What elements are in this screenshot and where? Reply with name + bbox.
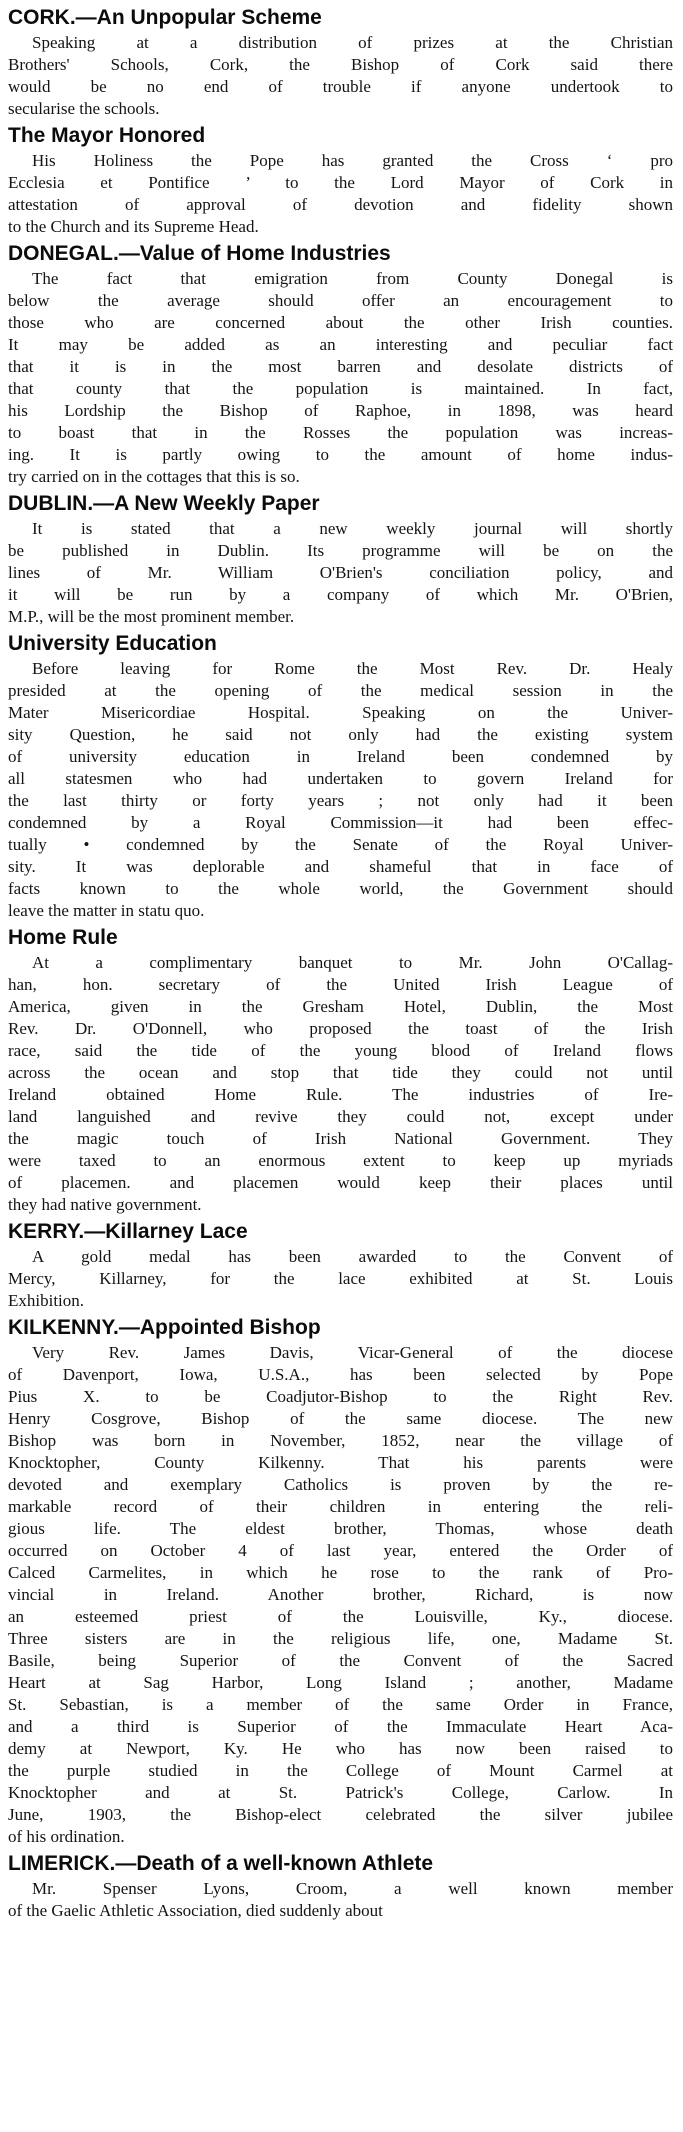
text-line: han, hon. secretary of the United Irish League of — [8, 975, 673, 994]
article-body — [8, 268, 673, 488]
article — [8, 1218, 673, 1312]
text-line: secularise the schools. — [8, 99, 160, 118]
text-line: condemned by a Royal Commission—it had been effec- — [8, 813, 673, 832]
text-line: of placemen. and placemen would keep their places until — [8, 1173, 673, 1192]
article-body — [8, 1246, 673, 1312]
text-line: of university education in Ireland been condemned by — [8, 747, 673, 766]
article-headline: DONEGAL.—Value of Home Industries — [8, 242, 391, 265]
article-headline: KILKENNY.—Appointed Bishop — [8, 1316, 321, 1339]
text-line: June, 1903, the Bishop-elect celebrated the silver jubilee — [8, 1805, 673, 1824]
text-line: sity. It was deplorable and shameful that in face of — [8, 857, 673, 876]
article — [8, 924, 673, 1216]
text-line: M.P., will be the most prominent member. — [8, 607, 295, 626]
text-line: to boast that in the Rosses the population was increas- — [8, 423, 673, 442]
text-line: to the Church and its Supreme Head. — [8, 217, 259, 236]
article-headline: The Mayor Honored — [8, 124, 206, 147]
text-line: of Davenport, Iowa, U.S.A., has been selected by Pope — [8, 1365, 673, 1384]
text-line: were taxed to an enormous extent to keep up myriads — [8, 1151, 673, 1170]
text-line: Knocktopher, County Kilkenny. That his parents were — [8, 1453, 673, 1472]
text-line: it will be run by a company of which Mr. O'Brien, — [8, 585, 673, 604]
text-line: the purple studied in the College of Mount Carmel at — [8, 1761, 673, 1780]
text-line: below the average should offer an encouragement to — [8, 291, 673, 310]
text-line: of the Gaelic Athletic Association, died suddenly about — [8, 1901, 383, 1920]
text-line: Basile, being Superior of the Convent of the Sacred — [8, 1651, 673, 1670]
text-line: At a complimentary banquet to Mr. John O'Callag- — [32, 953, 673, 972]
text-line: It may be added as an interesting and peculiar fact — [8, 335, 673, 354]
text-line: tually • condemned by the Senate of the Royal Univer- — [8, 835, 673, 854]
text-line: across the ocean and stop that tide they could not until — [8, 1063, 673, 1082]
text-line: Henry Cosgrove, Bishop of the same diocese. The new — [8, 1409, 673, 1428]
article-headline: CORK.—An Unpopular Scheme — [8, 6, 322, 29]
article — [8, 4, 673, 120]
text-line: Three sisters are in the religious life, one, Madame St. — [8, 1629, 673, 1648]
text-line: It is stated that a new weekly journal will shortly — [32, 519, 673, 538]
text-line: Ireland obtained Home Rule. The industries of Ire- — [8, 1085, 673, 1104]
article — [8, 1850, 673, 1922]
article-body — [8, 658, 673, 922]
article — [8, 240, 673, 488]
text-line: Speaking at a distribution of prizes at the Christian — [32, 33, 673, 52]
text-line: His Holiness the Pope has granted the Cross ‘ pro — [32, 151, 673, 170]
text-line: leave the matter in statu quo. — [8, 901, 205, 920]
article-body — [8, 952, 673, 1216]
text-line: those who are concerned about the other Irish counties. — [8, 313, 673, 332]
text-line: Mater Misericordiae Hospital. Speaking on the Univer- — [8, 703, 673, 722]
text-line: be published in Dublin. Its programme will be on the — [8, 541, 673, 560]
text-line: presided at the opening of the medical session in the — [8, 681, 673, 700]
article-headline: Home Rule — [8, 926, 118, 949]
article-body — [8, 1878, 673, 1922]
article-body — [8, 150, 673, 238]
article — [8, 630, 673, 922]
text-line: would be no end of trouble if anyone undertook to — [8, 77, 673, 96]
text-line: demy at Newport, Ky. He who has now been raised to — [8, 1739, 673, 1758]
text-line: Mercy, Killarney, for the lace exhibited at St. Louis — [8, 1269, 673, 1288]
text-line: they had native government. — [8, 1195, 202, 1214]
text-line: Calced Carmelites, in which he rose to the rank of Pro- — [8, 1563, 673, 1582]
text-line: that county that the population is maintained. In fact, — [8, 379, 673, 398]
text-line: devoted and exemplary Catholics is proven by the re- — [8, 1475, 673, 1494]
text-line: race, said the tide of the young blood of Ireland flows — [8, 1041, 673, 1060]
text-line: Exhibition. — [8, 1291, 85, 1310]
article-headline: University Education — [8, 632, 217, 655]
article — [8, 490, 673, 628]
text-line: Rev. Dr. O'Donnell, who proposed the toast of the Irish — [8, 1019, 673, 1038]
text-line: all statesmen who had undertaken to govern Ireland for — [8, 769, 673, 788]
text-line: ing. It is partly owing to the amount of home indus- — [8, 445, 673, 464]
text-line: Brothers' Schools, Cork, the Bishop of Cork said there — [8, 55, 673, 74]
text-line: and a third is Superior of the Immaculate Heart Aca- — [8, 1717, 673, 1736]
text-line: try carried on in the cottages that this is so. — [8, 467, 300, 486]
text-line: Mr. Spenser Lyons, Croom, a well known member — [32, 1879, 673, 1898]
text-line: Before leaving for Rome the Most Rev. Dr. Healy — [32, 659, 673, 678]
text-line: vincial in Ireland. Another brother, Richard, is now — [8, 1585, 673, 1604]
text-line: sity Question, he said not only had the existing system — [8, 725, 673, 744]
text-line: Ecclesia et Pontifice ’ to the Lord Mayor of Cork in — [8, 173, 673, 192]
text-line: the magic touch of Irish National Government. They — [8, 1129, 673, 1148]
article-headline: LIMERICK.—Death of a well-known Athlete — [8, 1852, 434, 1875]
article — [8, 1314, 673, 1848]
text-line: Heart at Sag Harbor, Long Island ; another, Madame — [8, 1673, 673, 1692]
text-line: gious life. The eldest brother, Thomas, whose death — [8, 1519, 673, 1538]
text-line: A gold medal has been awarded to the Convent of — [32, 1247, 673, 1266]
text-line: America, given in the Gresham Hotel, Dublin, the Most — [8, 997, 673, 1016]
text-line: facts known to the whole world, the Government should — [8, 879, 673, 898]
text-line: Knocktopher and at St. Patrick's College, Carlow. In — [8, 1783, 673, 1802]
text-line: attestation of approval of devotion and fidelity shown — [8, 195, 673, 214]
article — [8, 122, 673, 238]
text-line: his Lordship the Bishop of Raphoe, in 1898, was heard — [8, 401, 673, 420]
text-line: lines of Mr. William O'Brien's conciliation policy, and — [8, 563, 673, 582]
article-body — [8, 518, 673, 628]
text-line: Very Rev. James Davis, Vicar-General of the diocese — [32, 1343, 673, 1362]
text-line: St. Sebastian, is a member of the same Order in France, — [8, 1695, 673, 1714]
text-line: occurred on October 4 of last year, entered the Order of — [8, 1541, 673, 1560]
text-line: Pius X. to be Coadjutor-Bishop to the Right Rev. — [8, 1387, 673, 1406]
text-line: markable record of their children in entering the reli- — [8, 1497, 673, 1516]
text-line: the last thirty or forty years ; not only had it been — [8, 791, 673, 810]
text-line: that it is in the most barren and desolate districts of — [8, 357, 673, 376]
text-line: The fact that emigration from County Donegal is — [32, 269, 673, 288]
text-line: land languished and revive they could not, except under — [8, 1107, 673, 1126]
text-line: Bishop was born in November, 1852, near the village of — [8, 1431, 673, 1450]
article-headline: DUBLIN.—A New Weekly Paper — [8, 492, 320, 515]
text-line: of his ordination. — [8, 1827, 125, 1846]
article-body — [8, 1342, 673, 1848]
text-line: an esteemed priest of the Louisville, Ky., diocese. — [8, 1607, 673, 1626]
article-headline: KERRY.—Killarney Lace — [8, 1220, 248, 1243]
article-body — [8, 32, 673, 120]
